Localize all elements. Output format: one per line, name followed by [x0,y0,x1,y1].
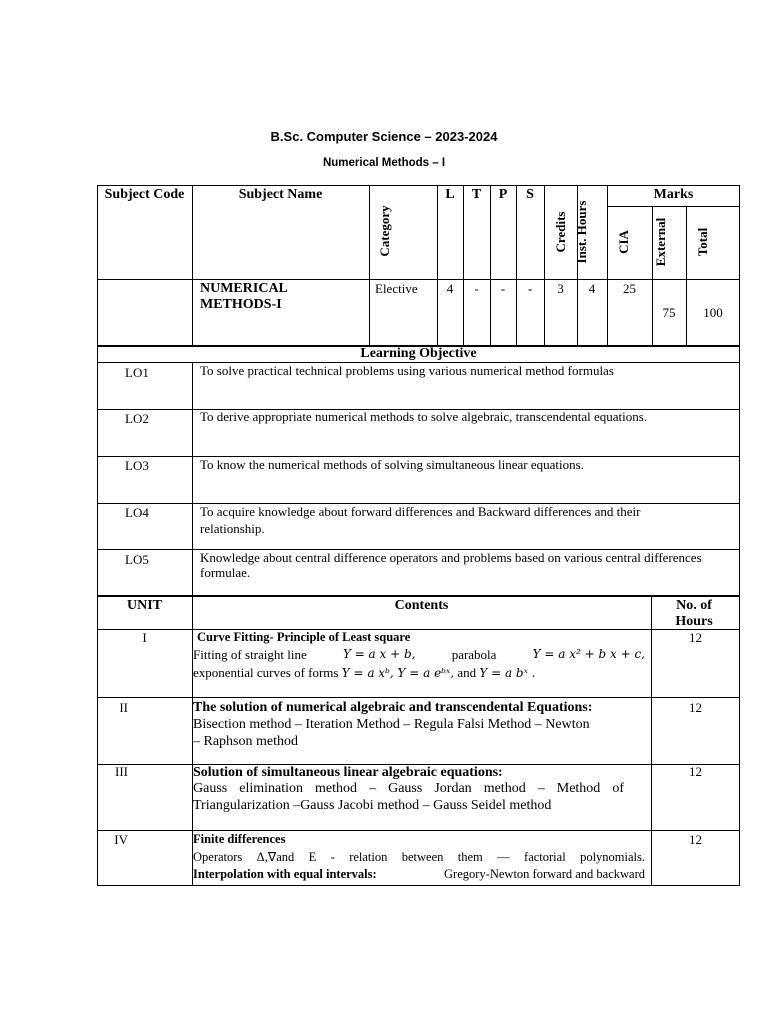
unit-line [193,665,536,681]
p-value: - [500,281,506,296]
total-header: Total [695,227,710,257]
cia-value: 25 [623,281,636,296]
credits-value: 3 [557,281,564,296]
unit-line [193,866,645,882]
p-header: P [498,187,508,202]
unit-heading: Finite differences [193,832,286,846]
lo-id: LO4 [125,505,149,520]
unit-heading: Solution of simultaneous linear algebraic equations: [193,765,503,780]
l-header: L [445,187,455,202]
s-value: - [527,281,533,296]
unit-number: II [119,700,128,715]
unit-text: Triangularization –Gauss Jacobi method – Gauss Seidel method [193,798,552,813]
unit-text: parabola [451,647,497,662]
hours-header: No. of Hours [675,598,713,629]
unit-text: Gauss elimination method – Gauss Jordan method – Method of [193,781,624,796]
unit-text: Fitting of straight line [193,647,307,662]
inst-hours-header: Inst. Hours [574,200,589,264]
total-value: 100 [703,305,723,320]
unit-text: and [457,665,477,680]
formula: Y = a xᵇ, Y = a eᵇˣ, [341,666,455,680]
subject-code-header: Subject Code [104,187,185,202]
unit-subheading: Interpolation with equal intervals: [193,867,377,881]
subject-name-value: NUMERICAL METHODS-I [200,281,288,312]
unit-number: IV [114,832,128,847]
s-header: S [526,187,534,202]
unit-number: III [115,764,128,779]
lo-text: To know the numerical methods of solving simultaneous linear equations. [200,457,584,472]
document-subtitle: Numerical Methods – I [322,157,446,169]
category-header: Category [377,205,392,257]
contents-header: Contents [394,598,449,613]
unit-hours: 12 [689,630,702,645]
credits-header: Credits [553,211,568,253]
formula: Y = a bˣ . [479,666,536,680]
lo-id: LO1 [125,365,149,380]
inst-hours-value: 4 [588,281,596,296]
unit-number: I [142,630,147,645]
t-header: T [471,187,482,202]
unit-line [193,647,645,662]
unit-text: Bisection method – Iteration Method – Regula Falsi Method – Newton [193,717,590,732]
formula: Y = a x + b, [342,647,416,661]
unit-heading: The solution of numerical algebraic and transcendental Equations: [193,700,593,715]
learning-objective-title: Learning Objective [360,346,477,361]
lo-id: LO2 [125,411,149,426]
category-value: Elective [375,281,418,296]
subject-name-header: Subject Name [238,187,323,202]
unit-hours: 12 [689,832,702,847]
document-title: B.Sc. Computer Science – 2023-2024 [270,129,498,144]
unit-text: exponential curves of forms [193,665,339,680]
formula: Y = a x² + b x + c, [532,647,645,661]
unit-text: Operators Δ,∇and E - relation between them — factorial polynomials. [193,850,645,864]
cia-header: CIA [616,230,631,254]
external-value: 75 [662,305,676,320]
marks-header: Marks [653,187,694,202]
lo-text: To derive appropriate numerical methods to solve algebraic, transcendental equations. [200,409,648,424]
t-value: - [474,281,479,296]
lo-text: Knowledge about central difference operators and problems based on various central differences formulae. [200,550,702,580]
unit-hours: 12 [689,764,702,779]
lo-text: To solve practical technical problems using various numerical method formulas [200,363,614,378]
unit-heading: Curve Fitting- Principle of Least square [197,630,411,644]
lo-text: To acquire knowledge about forward differences and Backward differences and their relationship. [200,504,641,536]
lo-id: LO3 [125,458,149,473]
unit-text: Gregory-Newton forward and backward [444,867,645,881]
unit-header: UNIT [126,598,162,613]
l-value: 4 [446,281,454,296]
unit-text: – Raphson method [193,734,298,749]
unit-hours: 12 [689,700,702,715]
external-header: External [653,217,668,267]
lo-id: LO5 [125,552,149,567]
